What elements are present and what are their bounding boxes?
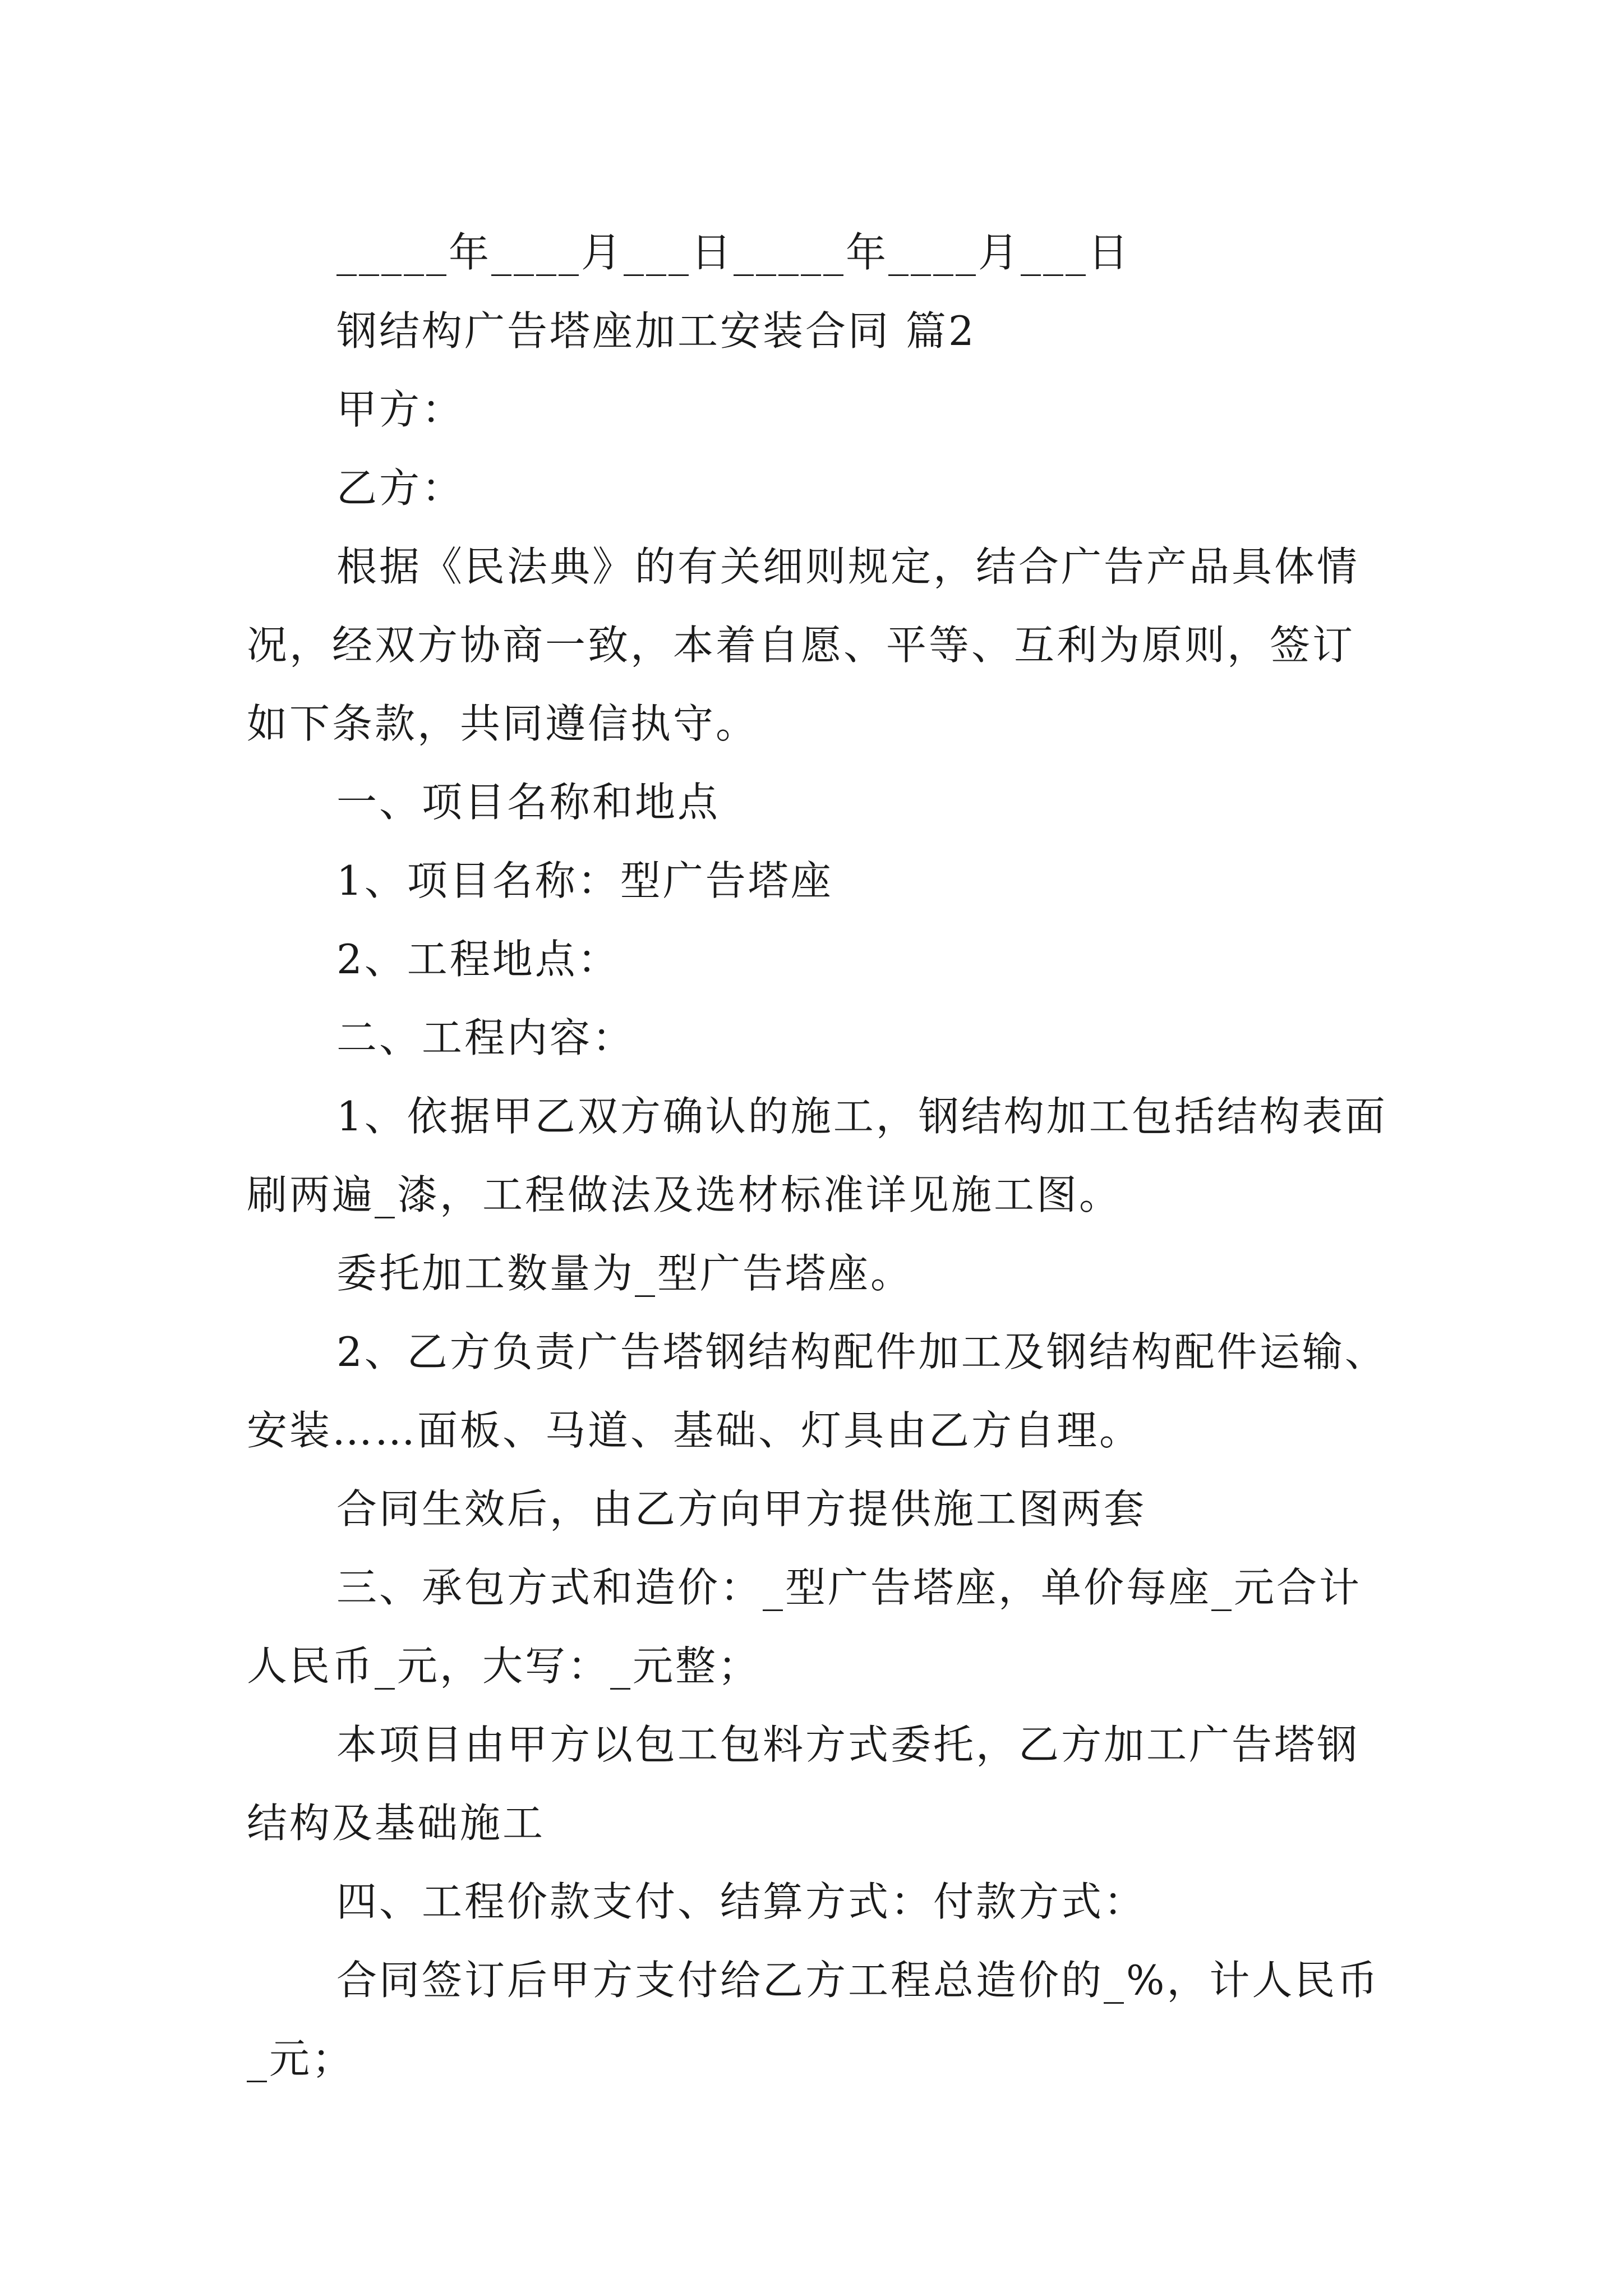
preamble-paragraph: 根据《民法典》的有关细则规定，结合广告产品具体情况，经双方协商一致，本着自愿、平等、互利为原则，签订如下条款，共同遵信执守。	[247, 543, 1360, 747]
project-location-line: 2、工程地点：	[336, 936, 620, 983]
quantity-line: 委托加工数量为_型广告塔座。	[336, 1250, 914, 1297]
work-content-item-2: 2、乙方负责广告塔钢结构配件加工及钢结构配件运输、安装……面板、马道、基础、灯具由乙方自理。	[247, 1328, 1387, 1454]
section-heading-2: 二、工程内容：	[336, 1014, 635, 1061]
section-heading-4: 四、工程价款支付、结算方式：付款方式：	[336, 1878, 1147, 1925]
section-heading-3: 三、承包方式和造价：_型广告塔座，单价每座_元合计人民币_元，大写：_元整；	[247, 1564, 1362, 1690]
party-b-line: 乙方：	[336, 464, 465, 512]
payment-paragraph: 合同签订后甲方支付给乙方工程总造价的_%，计人民币_元；	[247, 1957, 1380, 2082]
section-heading-1: 一、项目名称和地点	[336, 779, 721, 826]
work-content-item-1: 1、依据甲乙双方确认的施工，钢结构加工包括结构表面刷两遍_漆，工程做法及选材标准详见施工图。	[247, 1093, 1387, 1218]
party-a-line: 甲方：	[336, 386, 465, 433]
contract-title: 钢结构广告塔座加工安装合同 篇2	[336, 307, 976, 355]
date-line: _____年____月___日_____年____月___日	[336, 229, 1131, 276]
contract-mode-paragraph: 本项目由甲方以包工包料方式委托，乙方加工广告塔钢结构及基础施工	[247, 1721, 1360, 1847]
drawings-line: 合同生效后，由乙方向甲方提供施工图两套	[336, 1485, 1147, 1533]
document-body	[247, 213, 1391, 2098]
project-name-line: 1、项目名称：型广告塔座	[336, 857, 833, 904]
